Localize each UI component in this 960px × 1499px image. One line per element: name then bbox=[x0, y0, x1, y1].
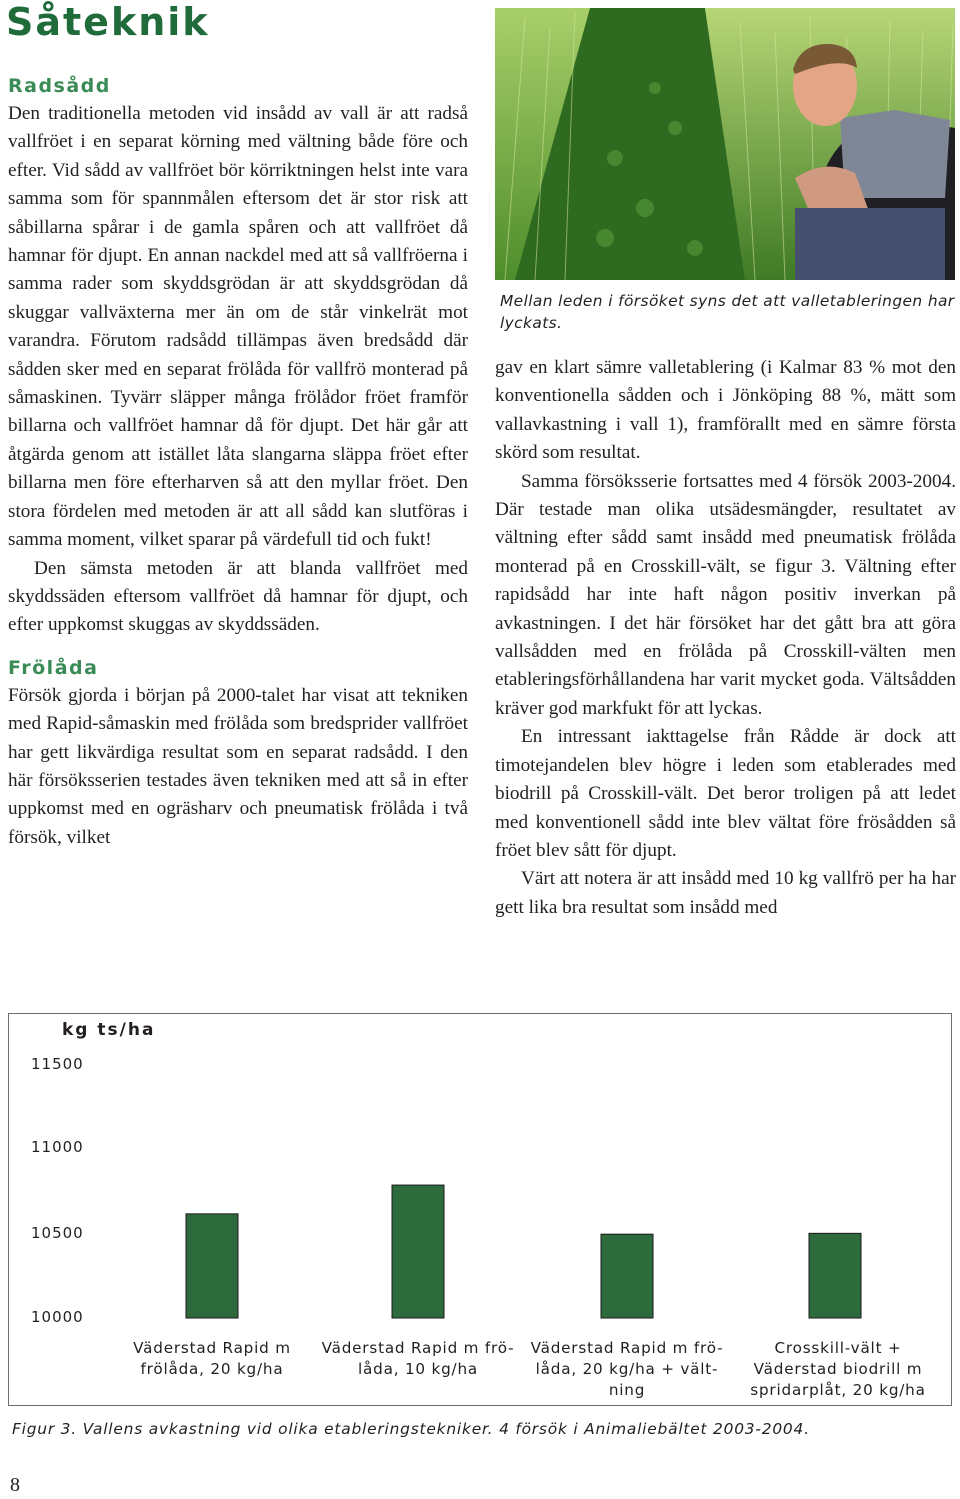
y-tick-label: 10500 bbox=[31, 1224, 84, 1242]
paragraph: gav en klart sämre valletablering (i Kalmar 83 % mot den konventionella sådden och i Jönköping 88 %, mätt som vallavkastning i vall 1), framförallt med en sämre första skörd som resultat. bbox=[495, 357, 956, 464]
paragraph: Den traditionella metoden vid insådd av vall är att radså vallfröet i en separat körning med vältning både före och efter. Vid sådd av vallfröet bör körriktningen helst inte vara samma som för spannmålen eftersom det är stor risk att såbillarna spårar i de gamla spåren och att vallfröet då hamnar för djupt. En annan nackdel med att så vallfröerna i samma rader som skyddsgrödan är att skyddsgrödan då skuggar vallväxterna mer än om de står vinkelrät mot varandra. Förutom radsådd tillämpas även bredsådd där sådden sker med en separat frölåda för vallfrö monterad på såmaskinen. Tyvärr släpper många frölådor fröet framför billarna och vallfröet hamnar då för djupt. Det här går att åtgärda genom att istället låta slangarna släppa fröet efter billarna men före efterharven så att den myllar fröet. Den stora fördelen med metoden är att all sådd kan slutföras i samma moment, vilket sparar på värdefull tid och fukt! bbox=[8, 103, 468, 551]
page-title: Såteknik bbox=[6, 0, 210, 44]
y-tick-label: 11000 bbox=[31, 1138, 84, 1156]
field-photo-illustration bbox=[495, 8, 955, 280]
chart-bar bbox=[809, 1233, 861, 1318]
page-number: 8 bbox=[10, 1474, 20, 1496]
section-heading-frolada: Frölåda bbox=[8, 656, 99, 679]
right-column bbox=[495, 354, 956, 922]
paragraph: Samma försöksserie fortsattes med 4 försök 2003-2004. Där testade man olika utsädesmängder, resultatet av vältning efter sådd samt insådd med pneumatisk frölåda monterad på en Crosskill-vält, se figur 3. Vältning efter rapidsådd har inte haft någon positiv inverkan på avkastningen. I det här försöket har det gått bra att göra vallsådden med en frölåda på Crosskill-välten men etableringsförhållandena har varit mycket goda. Vältsådden kräver god markfukt för att lyckas. bbox=[495, 470, 956, 719]
paragraph: En intressant iakttagelse från Rådde är dock att timotejandelen blev högre i leden som etablerades med biodrill på Crosskill-vält. Det beror troligen på att ledet med konventionell sådd inte blev vältat före frösådden så fröet blev sått för djupt. bbox=[495, 726, 956, 861]
paragraph: Värt att notera är att insådd med 10 kg vallfrö per ha har gett lika bra resultat som insådd med bbox=[495, 868, 956, 918]
chart-bar bbox=[601, 1234, 653, 1318]
x-category-label: Väderstad Rapid m frö- låda, 10 kg/ha bbox=[321, 1339, 515, 1378]
section-heading-radsadd: Radsådd bbox=[8, 75, 111, 97]
y-axis-unit-label: kg ts/ha bbox=[62, 1020, 156, 1040]
figure-caption: Figur 3. Vallens avkastning vid olika etableringstekniker. 4 försök i Animaliebältet 2003-2004. bbox=[12, 1420, 810, 1438]
photo-caption: Mellan leden i försöket syns det att valletableringen har lyckats. bbox=[500, 292, 955, 332]
x-category-label: Crosskill-vält + Väderstad biodrill m spridarplåt, 20 kg/ha bbox=[750, 1339, 926, 1399]
yield-bar-chart bbox=[8, 1013, 952, 1406]
y-tick-label: 11500 bbox=[31, 1055, 84, 1073]
left-column bbox=[8, 72, 468, 852]
paragraph: Den sämsta metoden är att blanda vallfröet med skyddssäden eftersom vallfröet då hamnar för djupt, och efter uppkomst skuggas av skyddssäden. bbox=[8, 557, 468, 636]
y-tick-label: 10000 bbox=[31, 1308, 84, 1326]
chart-bar bbox=[186, 1214, 238, 1318]
x-category-label: Väderstad Rapid m frö- låda, 20 kg/ha + vält- ning bbox=[530, 1339, 724, 1399]
field-photo bbox=[495, 8, 955, 280]
x-category-label: Väderstad Rapid m frölåda, 20 kg/ha bbox=[133, 1339, 291, 1378]
chart-bar bbox=[392, 1185, 444, 1318]
paragraph: Försök gjorda i början på 2000-talet har visat att tekniken med Rapid-såmaskin med frölåda som bredsprider vallfröet har gett likvärdiga resultat som en separat radsådd. I den här försöksserien testades även tekniken med att så in efter uppkomst med en ogräsharv och pneumatisk frölåda i två försök, vilket bbox=[8, 684, 468, 848]
